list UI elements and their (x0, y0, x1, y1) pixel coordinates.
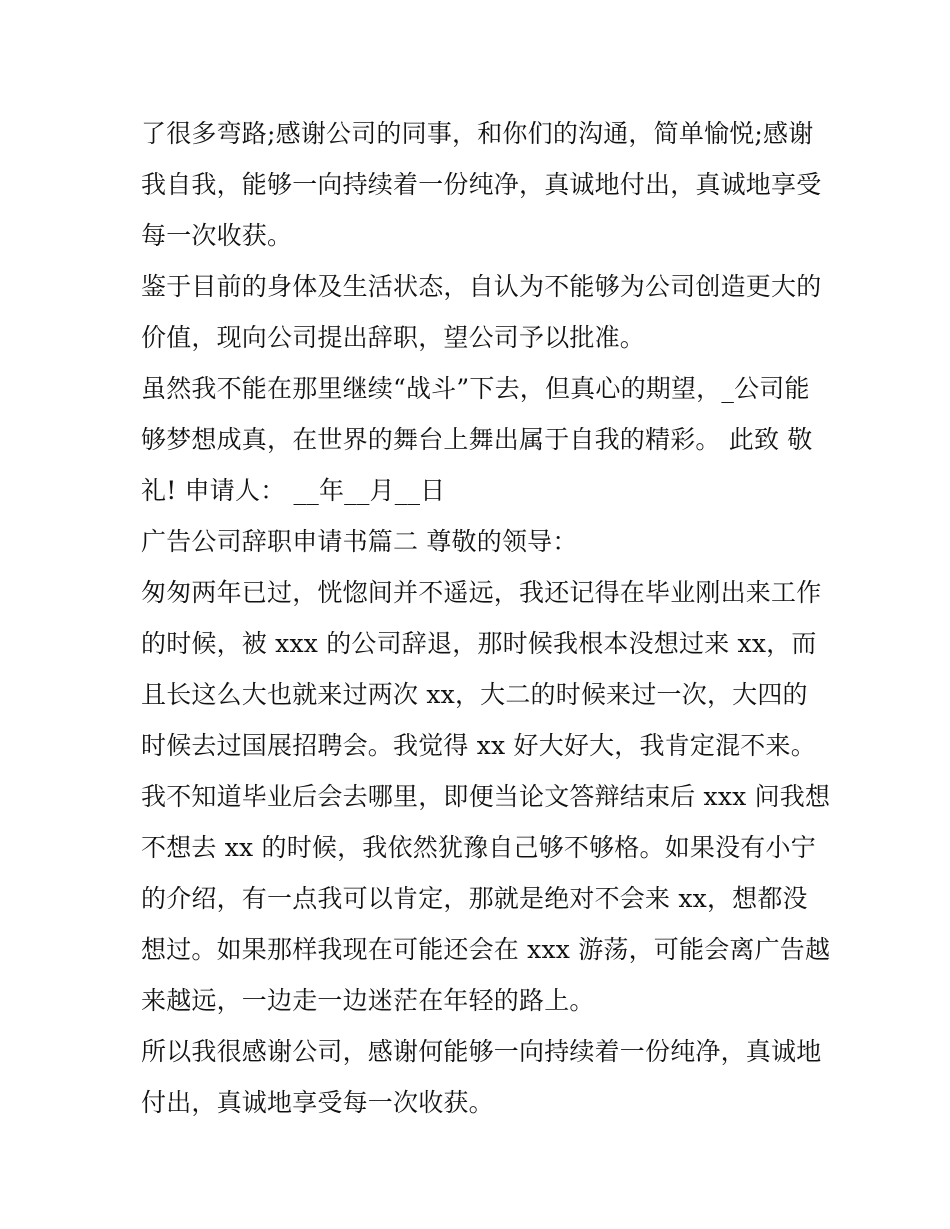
text-line: 且长这么大也就来过两次 xx，大二的时候来过一次，大四的 (141, 680, 808, 709)
text-line: 的时候，被 xxx 的公司辞退，那时候我根本没想过来 xx，而 (141, 629, 817, 658)
text-line: 鉴于目前的身体及生活状态，自认为不能够为公司创造更大的 (141, 272, 822, 301)
text-line: 的介绍，有一点我可以肯定，那就是绝对不会来 xx，想都没 (141, 884, 808, 913)
text-line: 了很多弯路;感谢公司的同事，和你们的沟通，简单愉悦;感谢 (141, 119, 814, 148)
document-body (141, 108, 831, 1128)
text-line: 匆匆两年已过，恍惚间并不遥远，我还记得在毕业刚出来工作 (141, 578, 822, 607)
text-line: 来越远，一边走一边迷茫在年轻的路上。 (141, 986, 595, 1015)
text-line: 不想去 xx 的时候，我依然犹豫自己够不够格。如果没有小宁 (141, 833, 816, 862)
text-line: 礼! 申请人： __年__月__日 (141, 476, 446, 505)
text-line: 时候去过国展招聘会。我觉得 xx 好大好大，我肯定混不来。 (141, 731, 816, 760)
text-line: 我自我，能够一向持续着一份纯净，真诚地付出，真诚地享受 (141, 170, 822, 199)
text-line: 我不知道毕业后会去哪里，即便当论文答辩结束后 xxx 问我想 (141, 782, 831, 811)
text-line: 虽然我不能在那里继续“战斗”下去，但真心的期望，_公司能 (141, 374, 810, 403)
text-line: 所以我很感谢公司，感谢何能够一向持续着一份纯净，真诚地 (141, 1037, 822, 1066)
text-line: 每一次收获。 (141, 221, 293, 250)
text-line: 够梦想成真，在世界的舞台上舞出属于自我的精彩。 此致 敬 (141, 425, 813, 454)
text-line: 想过。如果那样我现在可能还会在 xxx 游荡，可能会离广告越 (141, 935, 831, 964)
section-heading: 广告公司辞职申请书篇二 尊敬的领导： (141, 527, 578, 556)
text-line: 付出，真诚地享受每一次收获。 (141, 1088, 494, 1117)
text-line: 价值，现向公司提出辞职，望公司予以批准。 (141, 323, 646, 352)
